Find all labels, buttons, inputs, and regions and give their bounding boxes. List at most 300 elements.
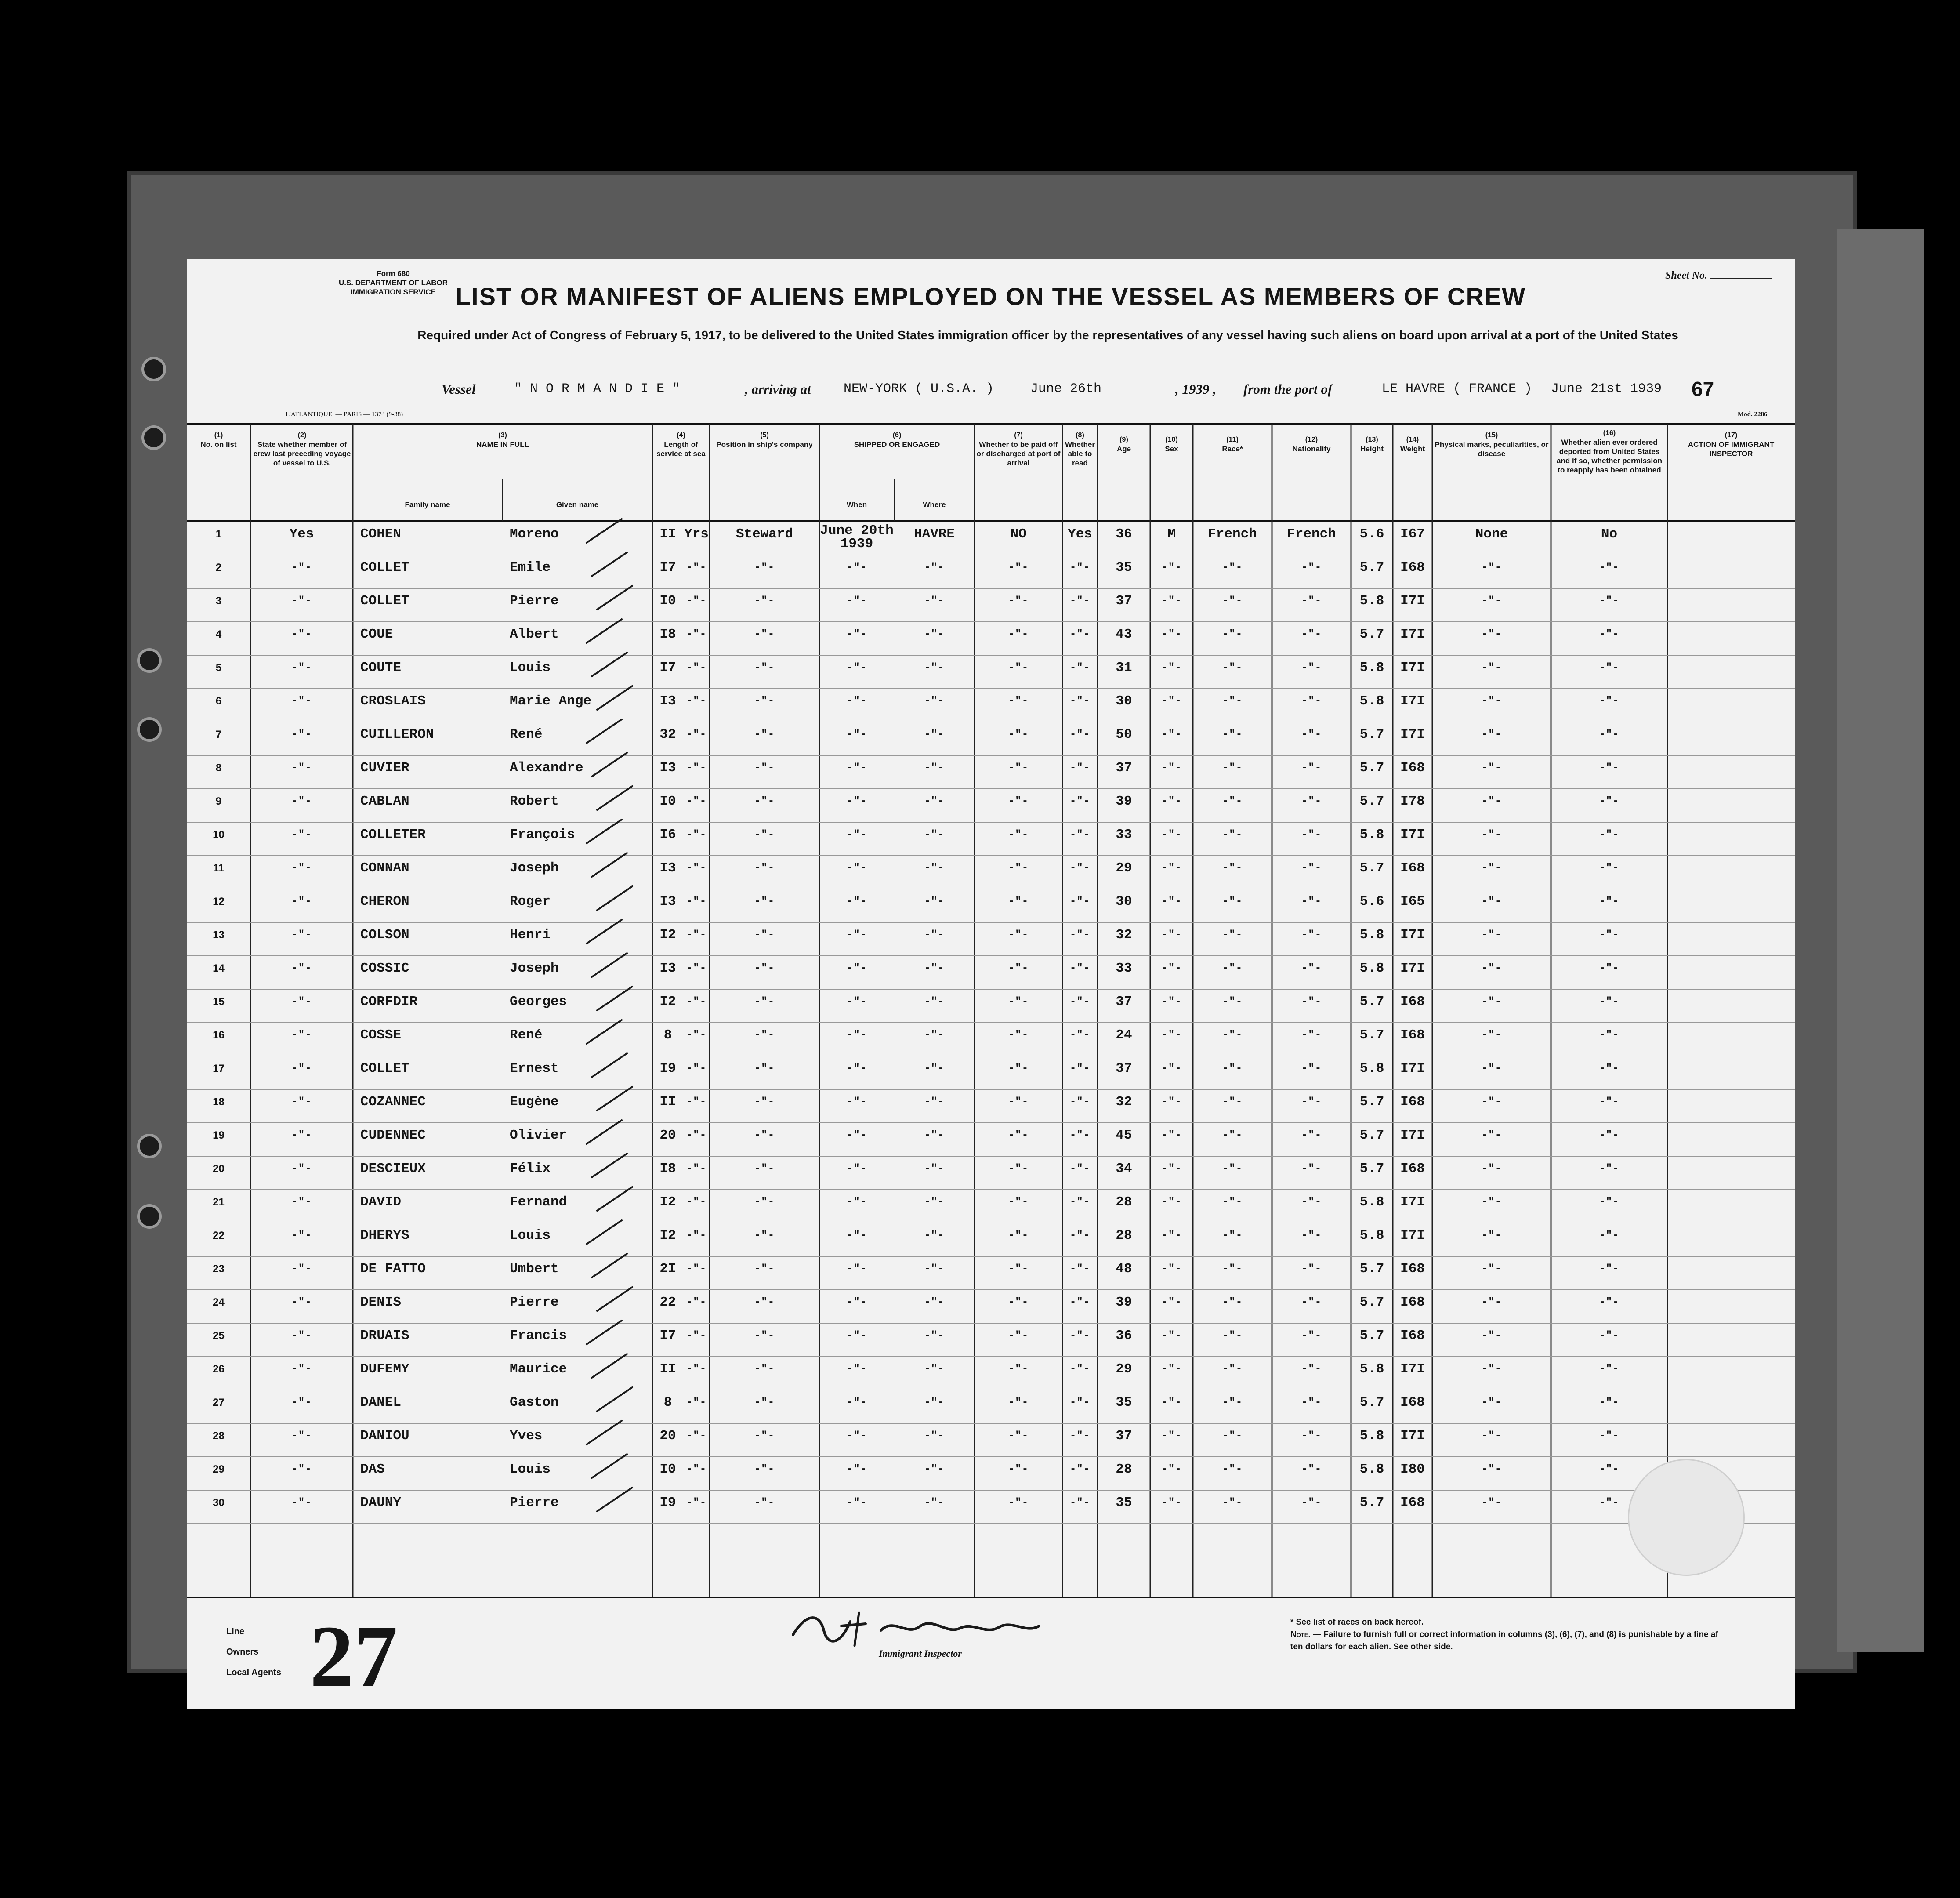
table-row [187, 588, 1795, 622]
cell-service-length: 2I [659, 1261, 676, 1277]
cell-height: 5.7 [1359, 1395, 1384, 1410]
cell-position: -"- [754, 795, 775, 807]
cell-list-number: 19 [213, 1129, 225, 1141]
cell-deported: -"- [1599, 1096, 1619, 1108]
cell-height: 5.6 [1359, 894, 1384, 909]
col-action-header [1670, 431, 1793, 458]
cell-age: 35 [1116, 1495, 1132, 1510]
col-service-header [653, 431, 709, 458]
col-position-header [710, 431, 819, 449]
cell-service-unit: -"- [686, 662, 707, 674]
col-shipped-label: SHIPPED OR ENGAGED [854, 440, 940, 449]
cell-service-length: 32 [659, 727, 676, 742]
cell-age: 36 [1116, 1328, 1132, 1343]
table-row [187, 822, 1795, 856]
cell-deported: -"- [1599, 1230, 1619, 1241]
cell-sex: -"- [1161, 862, 1182, 874]
col-weight-label: Weight [1400, 445, 1425, 453]
cell-given-name: Ernest [510, 1061, 559, 1076]
cell-age: 33 [1116, 827, 1132, 842]
cell-paid-off: -"- [1008, 1497, 1029, 1509]
cell-list-number: 11 [213, 862, 225, 874]
cell-deported: -"- [1599, 1163, 1619, 1175]
cell-position: -"- [754, 1196, 775, 1208]
cell-service-length: II [659, 1361, 676, 1377]
cell-race: -"- [1222, 829, 1243, 841]
cell-previous-voyage: -"- [291, 729, 312, 740]
cell-age: 28 [1116, 1228, 1132, 1243]
cell-service-length: I6 [659, 827, 676, 842]
col-race-number: (11) [1226, 436, 1239, 443]
cell-height: 5.7 [1359, 1328, 1384, 1343]
col-read-label: Whether able to read [1065, 440, 1095, 467]
cell-family-name: CROSLAIS [360, 693, 426, 709]
cell-able-to-read: -"- [1069, 1463, 1090, 1475]
cell-service-length: 22 [659, 1295, 676, 1310]
cell-family-name: DENIS [360, 1295, 402, 1310]
cell-position: -"- [754, 762, 775, 774]
cell-able-to-read: -"- [1069, 595, 1090, 607]
cell-height: 5.8 [1359, 660, 1384, 675]
cell-weight: I68 [1400, 1495, 1425, 1510]
cell-previous-voyage: -"- [291, 862, 312, 874]
cell-deported: No [1601, 526, 1618, 542]
footer-notes [1290, 1616, 1721, 1653]
cell-nationality: -"- [1301, 1063, 1322, 1074]
cell-sex: -"- [1161, 695, 1182, 707]
col-previous-voyage-label: State whether member of crew last preceding voyage of vessel to U.S. [253, 440, 351, 467]
cell-sex: -"- [1161, 1096, 1182, 1108]
cell-race: French [1208, 526, 1257, 542]
cell-shipped-where: -"- [924, 996, 945, 1008]
cell-physical-marks: -"- [1481, 628, 1502, 640]
col-nationality-number: (12) [1305, 436, 1318, 443]
table-row [187, 1156, 1795, 1190]
cell-service-unit: Yrs [684, 526, 709, 542]
table-row [187, 1423, 1795, 1457]
cell-position: -"- [754, 1497, 775, 1509]
cell-service-unit: -"- [686, 1163, 707, 1175]
cell-position: -"- [754, 1330, 775, 1342]
vessel-name: " N O R M A N D I E " [514, 381, 681, 396]
cell-service-unit: -"- [686, 1430, 707, 1442]
cell-height: 5.8 [1359, 1428, 1384, 1444]
cell-age: 35 [1116, 1395, 1132, 1410]
cell-sex: -"- [1161, 762, 1182, 774]
table-row [187, 989, 1795, 1023]
cell-able-to-read: -"- [1069, 1029, 1090, 1041]
col-position-label: Position in ship's company [716, 440, 813, 449]
cell-list-number: 13 [213, 929, 225, 941]
cell-shipped-when: -"- [846, 595, 867, 607]
cell-shipped-where: -"- [924, 1363, 945, 1375]
cell-shipped-when: -"- [846, 996, 867, 1008]
cell-previous-voyage: -"- [291, 1330, 312, 1342]
cell-physical-marks: -"- [1481, 595, 1502, 607]
fine-note-label: Note. [1290, 1630, 1311, 1639]
cell-list-number: 25 [213, 1330, 225, 1342]
cell-deported: -"- [1599, 628, 1619, 640]
cell-nationality: -"- [1301, 662, 1322, 674]
cell-deported: -"- [1599, 929, 1619, 941]
binder-hole [137, 1134, 162, 1158]
cell-paid-off: -"- [1008, 1330, 1029, 1342]
cell-service-unit: -"- [686, 1330, 707, 1342]
col-marks-number: (15) [1485, 432, 1498, 439]
cell-paid-off: NO [1010, 526, 1027, 542]
cell-service-unit: -"- [686, 896, 707, 907]
cell-height: 5.7 [1359, 794, 1384, 809]
cell-nationality: -"- [1301, 962, 1322, 974]
col-sex-number: (10) [1165, 436, 1178, 443]
cell-list-number: 23 [213, 1263, 225, 1275]
cell-list-number: 29 [213, 1463, 225, 1475]
cell-age: 37 [1116, 1428, 1132, 1444]
col-marks-label: Physical marks, peculiarities, or disease [1435, 440, 1549, 458]
vessel-label: Vessel [442, 381, 476, 397]
cell-physical-marks: -"- [1481, 1363, 1502, 1375]
cell-shipped-where: -"- [924, 1430, 945, 1442]
cell-family-name: COLSON [360, 927, 409, 943]
model-note: Mod. 2286 [1738, 411, 1768, 418]
cell-race: -"- [1222, 1296, 1243, 1308]
cell-shipped-where: -"- [924, 929, 945, 941]
cell-race: -"- [1222, 795, 1243, 807]
cell-list-number: 22 [213, 1230, 225, 1241]
cell-paid-off: -"- [1008, 1063, 1029, 1074]
cell-list-number: 12 [213, 896, 225, 907]
col-name-number: (3) [498, 432, 507, 439]
cell-previous-voyage: -"- [291, 1263, 312, 1275]
cell-age: 30 [1116, 693, 1132, 709]
cell-age: 37 [1116, 1061, 1132, 1076]
cell-physical-marks: -"- [1481, 896, 1502, 907]
cell-deported: -"- [1599, 1397, 1619, 1408]
cell-given-name: Francis [510, 1328, 567, 1343]
binder-hole [137, 648, 162, 673]
cell-weight: I7I [1400, 693, 1425, 709]
cell-race: -"- [1222, 962, 1243, 974]
cell-list-number: 6 [215, 695, 222, 707]
cell-weight: I7I [1400, 660, 1425, 675]
table-row [187, 789, 1795, 822]
cell-age: 24 [1116, 1027, 1132, 1043]
cell-weight: I68 [1400, 1027, 1425, 1043]
cell-service-length: 8 [663, 1395, 672, 1410]
departure-date: June 21st 1939 [1551, 381, 1662, 396]
cell-paid-off: -"- [1008, 1129, 1029, 1141]
cell-shipped-when: -"- [846, 1397, 867, 1408]
cell-service-unit: -"- [686, 628, 707, 640]
cell-position: -"- [754, 1063, 775, 1074]
cell-sex: -"- [1161, 729, 1182, 740]
cell-given-name: Albert [510, 627, 559, 642]
cell-list-number: 27 [213, 1397, 225, 1408]
cell-service-unit: -"- [686, 1296, 707, 1308]
fine-note-text: — Failure to furnish full or correct information in columns (3), (6), (7), and (8) is punishable by a fine af ten dollars for each alien. See other side. [1290, 1630, 1718, 1651]
cell-shipped-where: -"- [924, 1096, 945, 1108]
cell-shipped-when: -"- [846, 1063, 867, 1074]
table-row [187, 689, 1795, 722]
cell-family-name: COLLETER [360, 827, 426, 842]
cell-nationality: -"- [1301, 762, 1322, 774]
cell-shipped-where: -"- [924, 1029, 945, 1041]
cell-position: -"- [754, 1029, 775, 1041]
cell-position: -"- [754, 896, 775, 907]
table-row [187, 889, 1795, 922]
cell-shipped-when: -"- [846, 762, 867, 774]
arrival-year: , 1939 , [1175, 381, 1216, 397]
cell-race: -"- [1222, 1096, 1243, 1108]
cell-shipped-where: -"- [924, 595, 945, 607]
cell-able-to-read: -"- [1069, 862, 1090, 874]
cell-list-number: 1 [215, 528, 222, 540]
cell-race: -"- [1222, 1230, 1243, 1241]
cell-shipped-when: -"- [846, 1330, 867, 1342]
cell-shipped-when: -"- [846, 1497, 867, 1509]
cell-shipped-where: -"- [924, 1196, 945, 1208]
cell-service-length: 8 [663, 1027, 672, 1043]
cell-previous-voyage: -"- [291, 1063, 312, 1074]
col-when-header: When [846, 501, 867, 509]
cell-height: 5.8 [1359, 1061, 1384, 1076]
col-sex-header [1150, 435, 1193, 454]
cell-shipped-when: -"- [846, 1430, 867, 1442]
cell-shipped-when: -"- [846, 962, 867, 974]
col-action-number: (17) [1725, 432, 1738, 439]
cell-shipped-where: -"- [924, 1163, 945, 1175]
cell-paid-off: -"- [1008, 1463, 1029, 1475]
cell-weight: I68 [1400, 1328, 1425, 1343]
cell-sex: -"- [1161, 662, 1182, 674]
table-row [187, 1390, 1795, 1423]
cell-list-number: 8 [215, 762, 222, 774]
cell-family-name: COZANNEC [360, 1094, 426, 1110]
cell-able-to-read: -"- [1069, 1163, 1090, 1175]
cell-weight: I67 [1400, 526, 1425, 542]
cell-weight: I68 [1400, 1161, 1425, 1176]
cell-physical-marks: -"- [1481, 1063, 1502, 1074]
cell-service-length: I0 [659, 593, 676, 609]
cell-service-length: I2 [659, 1194, 676, 1210]
cell-list-number: 18 [213, 1096, 225, 1108]
cell-shipped-where: -"- [924, 1330, 945, 1342]
col-no-number: (1) [214, 432, 223, 439]
cell-age: 37 [1116, 994, 1132, 1009]
table-row [187, 522, 1795, 555]
cell-given-name: Pierre [510, 1495, 559, 1510]
col-previous-voyage-number: (2) [297, 432, 307, 439]
cell-nationality: -"- [1301, 1330, 1322, 1342]
cell-given-name: Emile [510, 560, 551, 575]
table-row [187, 1256, 1795, 1290]
cell-sex: -"- [1161, 1363, 1182, 1375]
cell-race: -"- [1222, 1029, 1243, 1041]
cell-race: -"- [1222, 1397, 1243, 1408]
cell-age: 28 [1116, 1462, 1132, 1477]
cell-weight: I7I [1400, 1228, 1425, 1243]
cell-physical-marks: None [1475, 526, 1508, 542]
cell-weight: I7I [1400, 1194, 1425, 1210]
cell-shipped-where: -"- [924, 1263, 945, 1275]
cell-physical-marks: -"- [1481, 862, 1502, 874]
cell-race: -"- [1222, 1463, 1243, 1475]
cell-previous-voyage: -"- [291, 1363, 312, 1375]
cell-paid-off: -"- [1008, 1363, 1029, 1375]
cell-deported: -"- [1599, 1263, 1619, 1275]
cell-given-name: Marie Ange [510, 693, 592, 709]
cell-previous-voyage: -"- [291, 929, 312, 941]
sheet-number-field [1665, 270, 1772, 282]
footer-agents-label: Local Agents [226, 1668, 281, 1677]
cell-physical-marks: -"- [1481, 795, 1502, 807]
cell-position: -"- [754, 929, 775, 941]
cell-weight: I7I [1400, 927, 1425, 943]
cell-shipped-where: HAVRE [913, 526, 955, 542]
cell-list-number: 16 [213, 1029, 225, 1041]
cell-age: 50 [1116, 727, 1132, 742]
cell-shipped-where: -"- [924, 896, 945, 907]
col-name-label: NAME IN FULL [476, 440, 529, 449]
cell-position: -"- [754, 1296, 775, 1308]
cell-family-name: DRUAIS [360, 1328, 409, 1343]
cell-weight: I68 [1400, 994, 1425, 1009]
cell-shipped-when: -"- [846, 1463, 867, 1475]
cell-service-unit: -"- [686, 1063, 707, 1074]
fine-note [1290, 1629, 1721, 1653]
cell-race: -"- [1222, 996, 1243, 1008]
cell-paid-off: -"- [1008, 729, 1029, 740]
cell-deported: -"- [1599, 562, 1619, 573]
cell-previous-voyage: -"- [291, 628, 312, 640]
cell-height: 5.7 [1359, 1261, 1384, 1277]
cell-physical-marks: -"- [1481, 1497, 1502, 1509]
cell-shipped-where: -"- [924, 628, 945, 640]
cell-shipped-when: -"- [846, 1029, 867, 1041]
cell-sex: -"- [1161, 829, 1182, 841]
cell-given-name: Louis [510, 1462, 551, 1477]
cell-given-name: Joseph [510, 860, 559, 876]
cell-given-name: René [510, 727, 543, 742]
cell-previous-voyage: -"- [291, 1497, 312, 1509]
cell-able-to-read: -"- [1069, 996, 1090, 1008]
cell-position: -"- [754, 562, 775, 573]
cell-list-number: 2 [215, 562, 222, 573]
cell-family-name: DAUNY [360, 1495, 402, 1510]
cell-age: 28 [1116, 1194, 1132, 1210]
table-row [187, 1056, 1795, 1089]
cell-height: 5.8 [1359, 593, 1384, 609]
cell-deported: -"- [1599, 1296, 1619, 1308]
cell-list-number: 21 [213, 1196, 225, 1208]
cell-nationality: -"- [1301, 1463, 1322, 1475]
table-row [187, 1323, 1795, 1357]
cell-previous-voyage: -"- [291, 829, 312, 841]
cell-able-to-read: -"- [1069, 1129, 1090, 1141]
cell-previous-voyage: -"- [291, 1129, 312, 1141]
cell-sex: -"- [1161, 1029, 1182, 1041]
cell-nationality: -"- [1301, 829, 1322, 841]
cell-family-name: COSSIC [360, 961, 409, 976]
cell-nationality: -"- [1301, 929, 1322, 941]
cell-service-unit: -"- [686, 729, 707, 740]
cell-service-length: I8 [659, 627, 676, 642]
cell-previous-voyage: -"- [291, 1430, 312, 1442]
cell-service-unit: -"- [686, 996, 707, 1008]
cell-height: 5.7 [1359, 627, 1384, 642]
cell-sex: -"- [1161, 1397, 1182, 1408]
cell-shipped-when: -"- [846, 862, 867, 874]
cell-given-name: Umbert [510, 1261, 559, 1277]
cell-paid-off: -"- [1008, 628, 1029, 640]
cell-height: 5.6 [1359, 526, 1384, 542]
cell-shipped-when: -"- [846, 1129, 867, 1141]
cell-physical-marks: -"- [1481, 562, 1502, 573]
cell-position: Steward [735, 526, 793, 542]
cell-family-name: CABLAN [360, 794, 409, 809]
cell-given-name: Alexandre [510, 760, 583, 776]
cell-deported: -"- [1599, 795, 1619, 807]
cell-race: -"- [1222, 896, 1243, 907]
cell-race: -"- [1222, 929, 1243, 941]
cell-race: -"- [1222, 628, 1243, 640]
col-age-label: Age [1116, 445, 1131, 453]
cell-family-name: CUDENNEC [360, 1128, 426, 1143]
cell-race: -"- [1222, 1196, 1243, 1208]
col-nationality-header [1272, 435, 1351, 454]
cell-family-name: COLLET [360, 593, 409, 609]
col-nationality-label: Nationality [1292, 445, 1331, 453]
cell-sex: -"- [1161, 795, 1182, 807]
col-read-number: (8) [1076, 432, 1084, 439]
cell-service-unit: -"- [686, 1497, 707, 1509]
cell-list-number: 4 [215, 628, 222, 640]
col-height-header [1351, 435, 1393, 454]
table-row [187, 1023, 1795, 1056]
cell-service-length: I3 [659, 693, 676, 709]
cell-paid-off: -"- [1008, 962, 1029, 974]
cell-nationality: French [1287, 526, 1336, 542]
cell-height: 5.7 [1359, 1295, 1384, 1310]
cell-paid-off: -"- [1008, 1196, 1029, 1208]
cell-family-name: DAS [360, 1462, 385, 1477]
cell-race: -"- [1222, 1163, 1243, 1175]
cell-service-unit: -"- [686, 1397, 707, 1408]
cell-given-name: Pierre [510, 1295, 559, 1310]
cell-age: 33 [1116, 961, 1132, 976]
cell-shipped-where: -"- [924, 762, 945, 774]
cell-nationality: -"- [1301, 562, 1322, 573]
cell-age: 37 [1116, 760, 1132, 776]
cell-race: -"- [1222, 1330, 1243, 1342]
cell-able-to-read: -"- [1069, 628, 1090, 640]
page-subtitle: Required under Act of Congress of February 5, 1917, to be delivered to the United States immigration officer by the representatives of any vessel having such aliens on board upon arrival at a port of the United States [417, 328, 1678, 342]
cell-service-unit: -"- [686, 795, 707, 807]
cell-race: -"- [1222, 1129, 1243, 1141]
cell-service-unit: -"- [686, 1463, 707, 1475]
manifest-page [187, 259, 1795, 1709]
col-action-label: ACTION OF IMMIGRANT INSPECTOR [1688, 440, 1775, 458]
cell-family-name: DHERYS [360, 1228, 409, 1243]
cell-service-length: I3 [659, 894, 676, 909]
cell-shipped-where: -"- [924, 1497, 945, 1509]
cell-able-to-read: -"- [1069, 1263, 1090, 1275]
cell-service-unit: -"- [686, 1263, 707, 1275]
cell-list-number: 3 [215, 595, 222, 607]
departure-port: LE HAVRE ( FRANCE ) [1382, 381, 1532, 396]
col-weight-header [1393, 435, 1432, 454]
cell-able-to-read: -"- [1069, 896, 1090, 907]
